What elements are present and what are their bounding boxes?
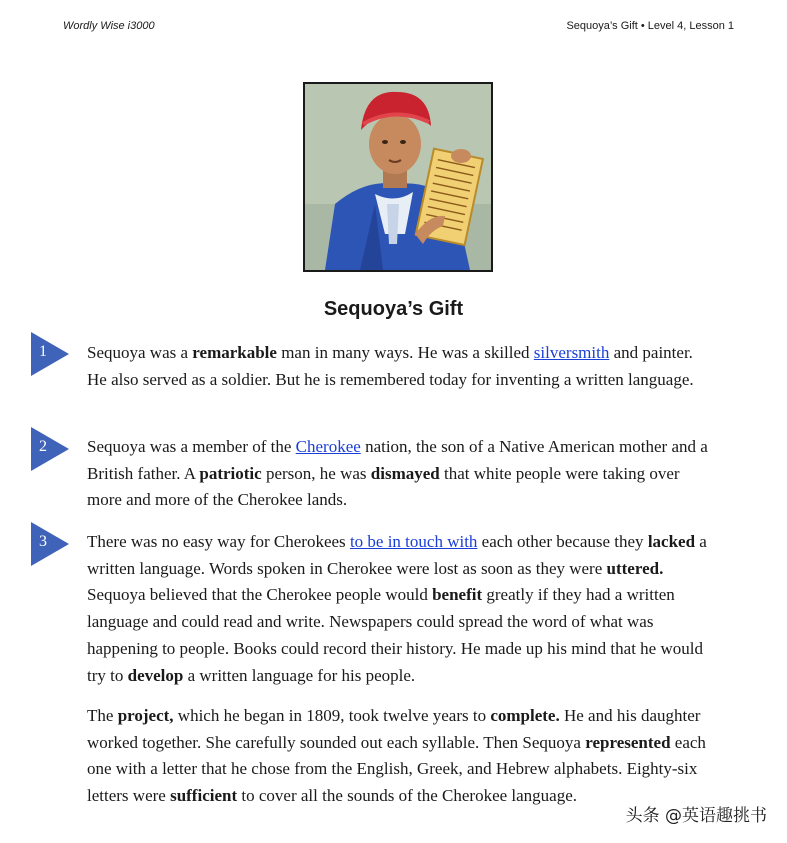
paragraph-4: The project, which he began in 1809, took twelve years to complete. He and his daughter worked together. She carefully sounded out each syllable. Then Sequoya represented each one with a letter that he chose from the English, Greek, and Hebrew alphabets. Eighty-six letters were sufficient to cover all the sounds of the Cherokee language. [87, 706, 706, 806]
vocab-word: benefit [432, 585, 483, 605]
paragraph-3: There was no easy way for Cherokees to be in touch with each other because they lacked a written language. Words spoken in Cherokee were lost as soon as they were uttered. Sequoya believed that the Cherokee people would benefit greatly if they had a written language and could read and write. Newspapers could spread the word of what was happening to people. Books could record their history. He made up his mind that he would try to develop a written language for his people. [87, 532, 707, 685]
marker-number: 2 [39, 438, 47, 455]
vocab-word: develop [127, 665, 184, 685]
header-lesson-title: Sequoya’s Gift • Level 4, Lesson 1 [566, 20, 734, 32]
vocab-word: dismayed [370, 463, 440, 483]
sequoya-portrait-image [303, 82, 493, 272]
vocab-word: project, [117, 706, 174, 725]
vocab-word: represented [585, 732, 671, 752]
link-to-be-in-touch-with[interactable]: to be in touch with [349, 532, 478, 551]
portrait-illustration-icon [305, 84, 491, 270]
watermark-label: 头条 @英语趣挑书 [622, 800, 771, 827]
paragraph-1: Sequoya was a remarkable man in many ways. He was a skilled silversmith and painter. He also served as a soldier. But he is remembered today for inventing a written language. [87, 343, 694, 389]
header-book-title: Wordly Wise i3000 [63, 20, 155, 32]
vocab-word: uttered. [606, 558, 664, 578]
vocab-word: lacked [647, 532, 696, 551]
marker-number: 1 [39, 343, 47, 360]
story-title: Sequoya’s Gift [323, 298, 464, 320]
marker-number: 3 [39, 533, 47, 550]
vocab-word: complete. [490, 706, 560, 725]
paragraph-marker-3 [31, 522, 69, 566]
vocab-word: sufficient [170, 786, 238, 806]
link-cherokee[interactable]: Cherokee [295, 437, 361, 456]
paragraph-2: Sequoya was a member of the Cherokee nation, the son of a Native American mother and a British father. A patriotic person, he was dismayed that white people were taking over more and more of the Cherokee lands. [87, 437, 708, 510]
paragraph-marker-1 [31, 332, 69, 376]
paragraph-marker-2 [31, 427, 69, 471]
vocab-word: remarkable [192, 343, 277, 362]
link-silversmith[interactable]: silversmith [533, 343, 610, 362]
vocab-word: patriotic [199, 463, 262, 483]
